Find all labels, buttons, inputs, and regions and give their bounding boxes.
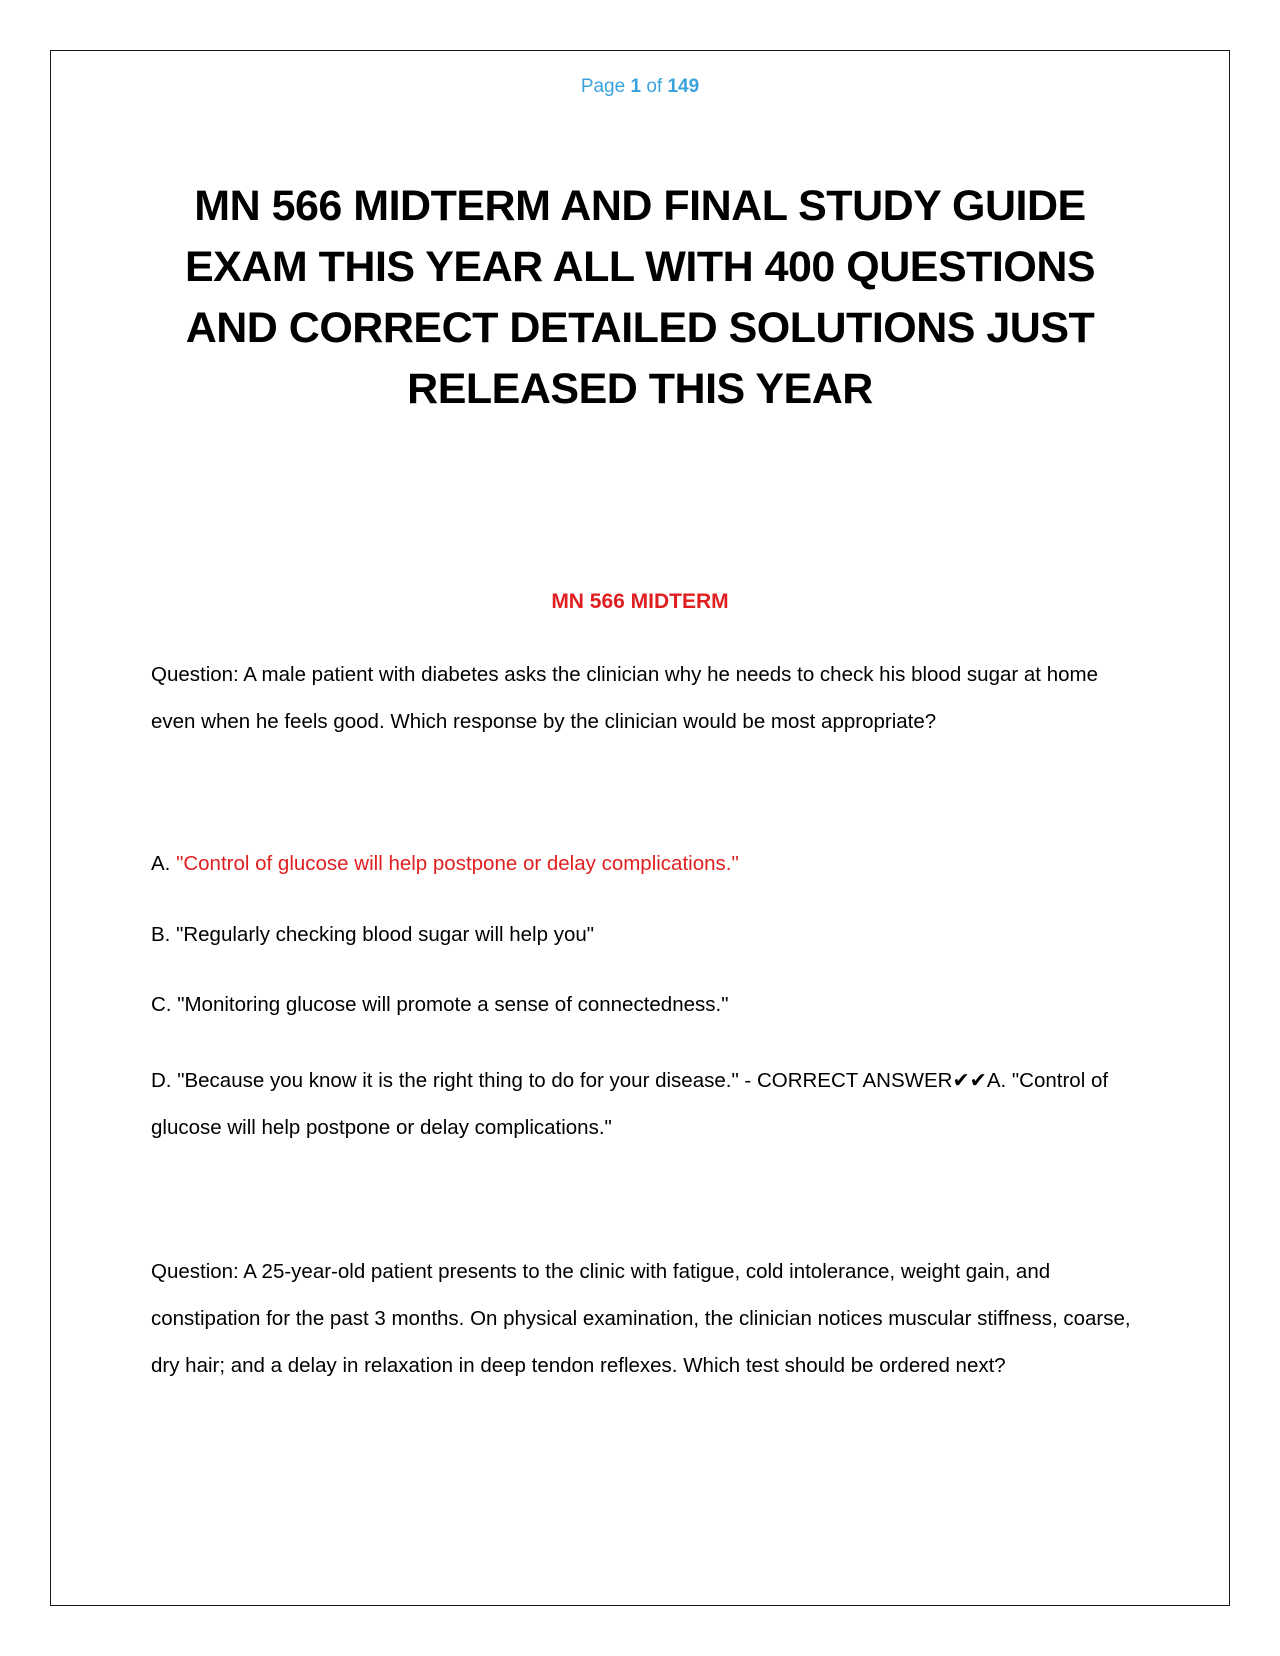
page-separator: of — [646, 76, 663, 97]
question-1-option-b — [151, 911, 1146, 958]
question-2-prompt: Question: A 25-year-old patient presents to the clinic with fatigue, cold intolerance, weight gain, and constipation for the past 3 months. On physical examination, the clinician notices muscular stiffness, coarse, dry hair; and a delay in relaxation in deep tendon reflexes. Which test should be ordered next? — [151, 1260, 1131, 1377]
document-title: MN 566 MIDTERM AND FINAL STUDY GUIDE EXAM THIS YEAR ALL WITH 400 QUESTIONS AND CORRECT DETAILED SOLUTIONS JUST RELEASED THIS YEAR — [184, 182, 1096, 413]
question-1-option-c — [151, 981, 1146, 1028]
page-current: 1 — [630, 76, 642, 97]
question-1-option-d — [151, 1057, 1146, 1151]
question-1-prompt: Question: A male patient with diabetes asks the clinician why he needs to check his blood sugar at home even when he feels good. Which response by the clinician would be most appropriate? — [151, 663, 1098, 733]
section-heading: MN 566 MIDTERM — [551, 590, 729, 613]
page-total: 149 — [667, 76, 700, 97]
option-text-with-answer: "Because you know it is the right thing to do for your disease." - CORRECT ANSWER✔✔A. "Control of glucose will help postpone or delay complications." — [151, 1069, 1109, 1139]
option-letter: A. — [151, 852, 171, 875]
option-text: "Regularly checking blood sugar will help you" — [176, 923, 595, 946]
option-text: "Monitoring glucose will promote a sense of connectedness." — [177, 993, 729, 1016]
option-letter: B. — [151, 923, 171, 946]
page-prefix: Page — [580, 76, 626, 97]
option-letter: D. — [151, 1069, 172, 1092]
option-text-correct: "Control of glucose will help postpone or delay complications." — [176, 852, 739, 875]
option-letter: C. — [151, 993, 172, 1016]
question-1-option-a — [151, 840, 1146, 887]
page-number — [0, 76, 1280, 98]
